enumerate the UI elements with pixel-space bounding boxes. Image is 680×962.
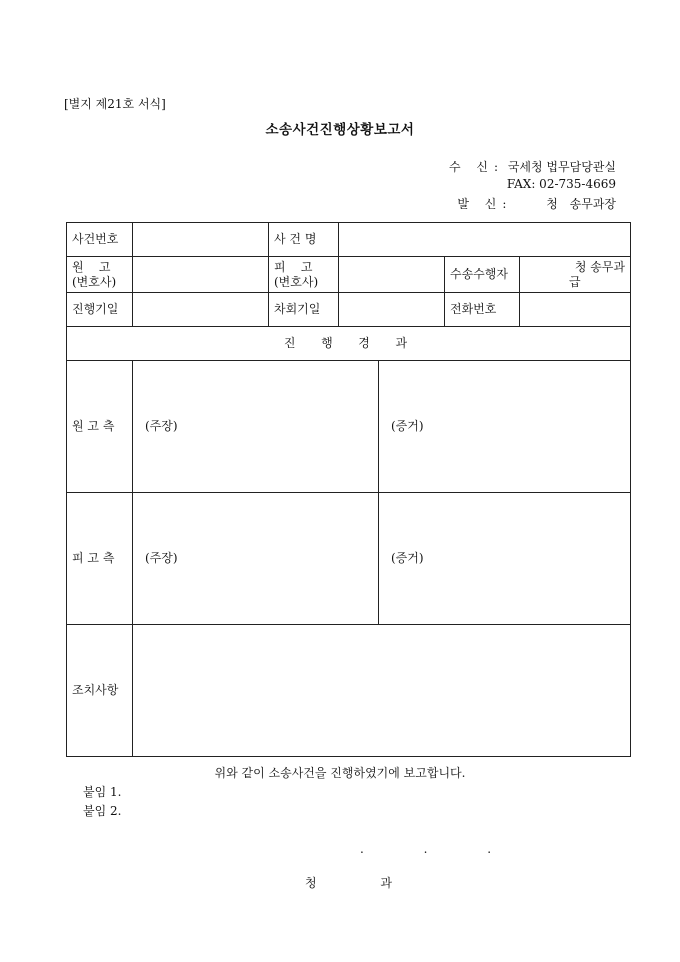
date-line: . . . (360, 842, 520, 856)
sender-line (457, 195, 616, 212)
case-name-label: 사 건 명 (269, 223, 339, 257)
action-field[interactable] (133, 625, 631, 757)
document-title: 소송사건진행상황보고서 (265, 122, 415, 138)
phone-label: 전화번호 (445, 293, 520, 327)
litigant-field[interactable] (520, 257, 631, 293)
plaintiff-label: 원 고 (72, 259, 111, 274)
plaintiff-evidence-field[interactable] (379, 361, 631, 493)
defendant-side-label: 피 고 측 (67, 493, 133, 625)
attachment-1: 붙임 1. (83, 785, 122, 799)
defendant-evidence-field[interactable] (379, 493, 631, 625)
plaintiff-side-label: 원 고 측 (67, 361, 133, 493)
defendant-label: 피 고 (274, 259, 313, 274)
plaintiff-label-cell (67, 257, 133, 293)
plaintiff-claim-label: (주장) (145, 419, 178, 433)
sender-office: 청 (546, 197, 558, 211)
case-number-label: 사건번호 (67, 223, 133, 257)
next-date-label: 차회기일 (269, 293, 339, 327)
defendant-evidence-label: (증거) (391, 551, 424, 565)
sender-title: 송무과장 (569, 197, 616, 211)
closing-statement: 위와 같이 소송사건을 진행하였기에 보고합니다. (214, 766, 466, 780)
signature-office: 청 (305, 876, 317, 890)
recipient-line (449, 158, 616, 175)
litigant-office: 청 송무과 (574, 259, 625, 274)
recipient-label: 수 신: (448, 160, 505, 174)
case-number-field[interactable] (133, 223, 269, 257)
plaintiff-field[interactable] (133, 257, 269, 293)
progress-header: 진 행 경 과 (67, 327, 631, 361)
form-number-label: [별지 제21호 서식] (64, 97, 166, 111)
signature-dept: 과 (380, 876, 393, 890)
recipient-value: 국세청 법무담당관실 (507, 160, 616, 174)
plaintiff-evidence-label: (증거) (391, 419, 424, 433)
defendant-field[interactable] (339, 257, 445, 293)
plaintiff-claim-field[interactable] (133, 361, 379, 493)
litigant-rank: 급 (569, 274, 581, 289)
litigant-label: 수송수행자 (445, 257, 520, 293)
action-label: 조치사항 (67, 625, 133, 757)
defendant-lawyer-label: (변호사) (274, 274, 319, 289)
progress-date-field[interactable] (133, 293, 269, 327)
report-table (66, 222, 631, 757)
attachment-2: 붙임 2. (83, 804, 122, 818)
defendant-claim-field[interactable] (133, 493, 379, 625)
fax-line: FAX: 02-735-4669 (506, 177, 616, 191)
progress-date-label: 진행기일 (67, 293, 133, 327)
defendant-claim-label: (주장) (145, 551, 178, 565)
plaintiff-lawyer-label: (변호사) (72, 274, 117, 289)
sender-label: 발 신: (457, 197, 513, 211)
phone-field[interactable] (520, 293, 631, 327)
next-date-field[interactable] (339, 293, 445, 327)
defendant-label-cell (269, 257, 339, 293)
signature-line (305, 874, 392, 891)
case-name-field[interactable] (339, 223, 631, 257)
